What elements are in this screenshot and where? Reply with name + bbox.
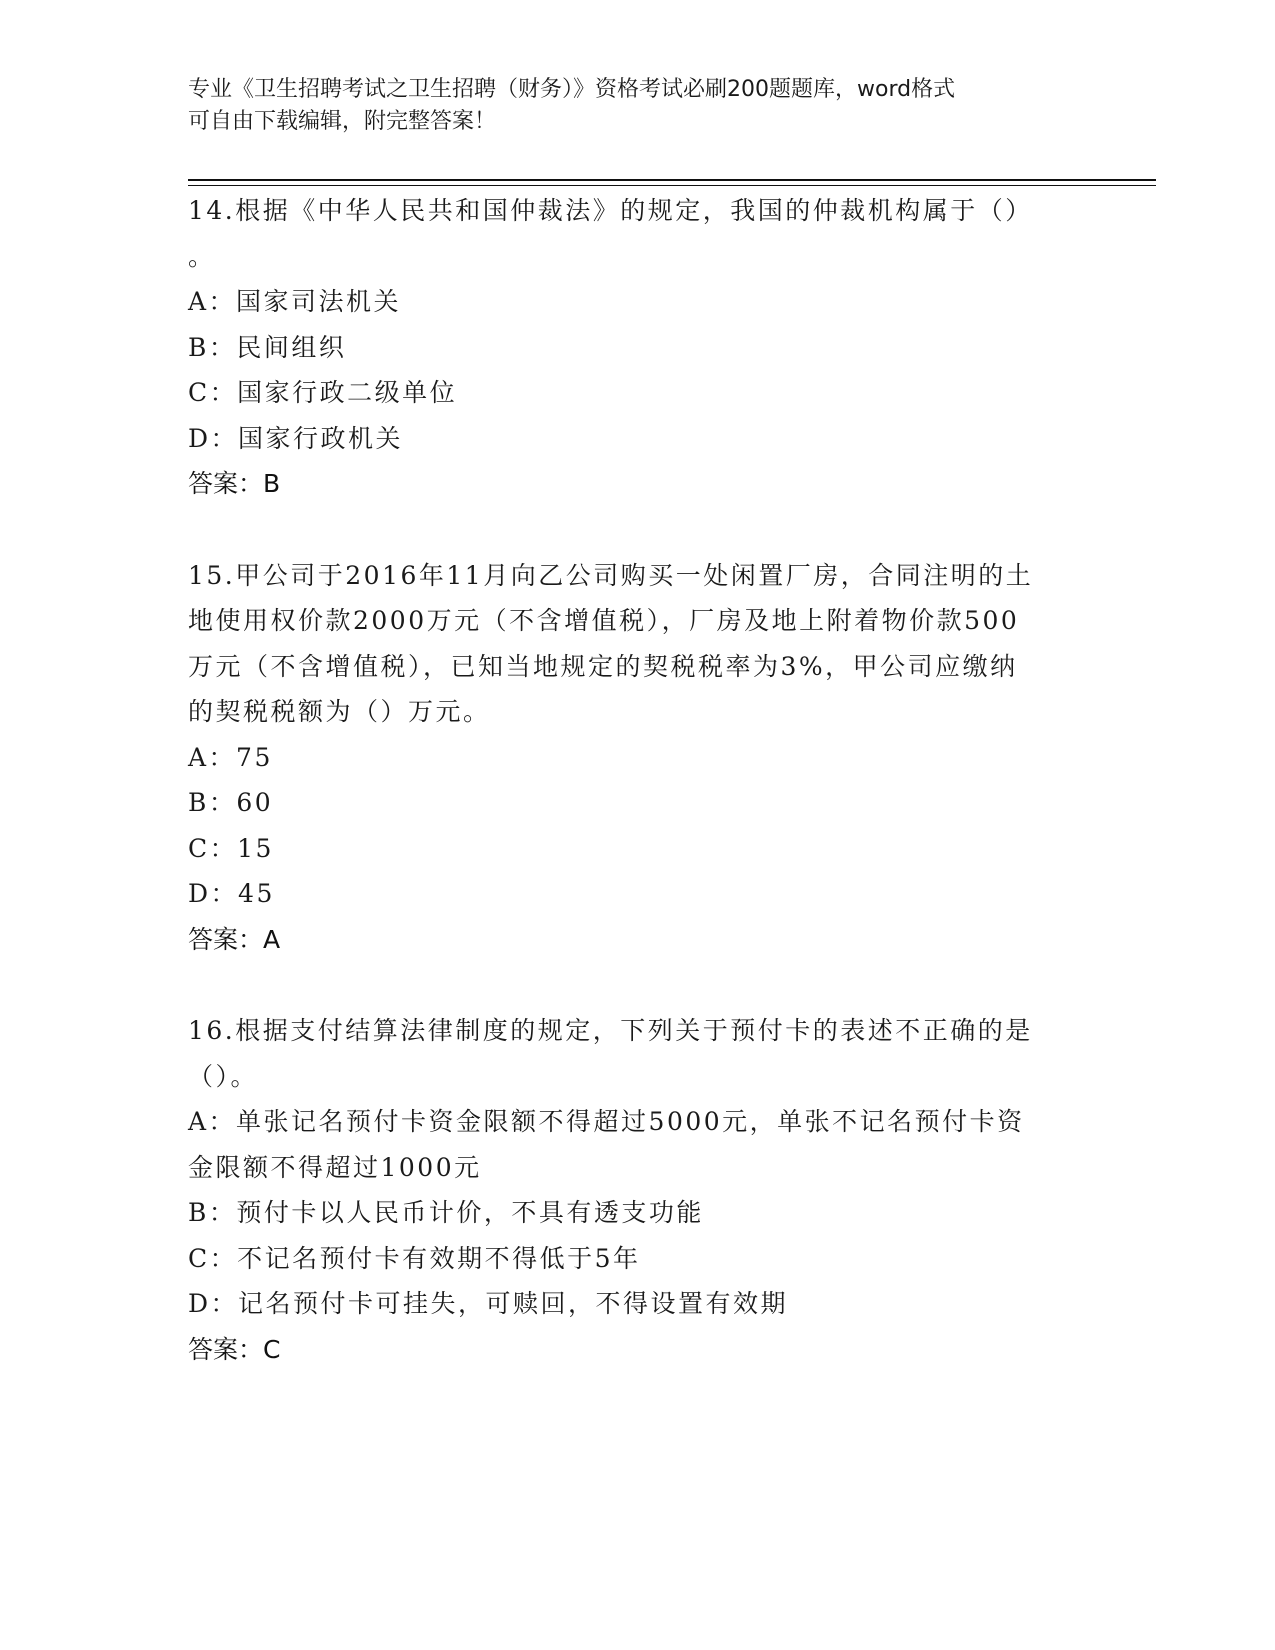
question-stem-line: 地使用权价款2000万元（不含增值税），厂房及地上附着物价款500 (188, 606, 1020, 635)
option-c: C：国家行政二级单位 (188, 378, 458, 407)
option-a: A：国家司法机关 (188, 287, 402, 316)
question-stem-line: 。 (188, 241, 216, 271)
question-spacer (188, 507, 1088, 553)
question-stem-line: 15.甲公司于2016年11月向乙公司购买一处闲置厂房，合同注明的土 (188, 560, 1034, 590)
question-spacer (188, 962, 1088, 1008)
option-c: C：15 (188, 833, 274, 863)
question-stem-line: 的契税税额为（）万元。 (188, 697, 491, 726)
question-16 (188, 1008, 1088, 1372)
option-a-continued: 金限额不得超过1000元 (188, 1152, 482, 1182)
option-d: D：记名预付卡可挂失，可赎回，不得设置有效期 (188, 1289, 789, 1318)
header-title-line-2: 可自由下载编辑，附完整答案！ (188, 109, 497, 134)
answer-line: 答案：B (188, 469, 281, 498)
option-c: C：不记名预付卡有效期不得低于5年 (188, 1243, 641, 1273)
question-stem-line: 14.根据《中华人民共和国仲裁法》的规定，我国的仲裁机构属于（） (188, 196, 1033, 225)
header-divider-thick (188, 179, 1156, 181)
option-d: D：45 (188, 879, 275, 908)
document-header (188, 74, 1088, 138)
option-a: A：75 (188, 742, 273, 772)
question-stem-line: 16.根据支付结算法律制度的规定，下列关于预付卡的表述不正确的是 (188, 1016, 1033, 1045)
header-title-line-1: 专业《卫生招聘考试之卫生招聘（财务）》资格考试必刷200题题库，word格式 (188, 77, 956, 102)
question-stem-line: （）。 (188, 1061, 259, 1091)
header-divider-thin (188, 185, 1156, 186)
question-list (188, 188, 1088, 1372)
question-14 (188, 188, 1088, 507)
option-b: B：60 (188, 788, 274, 817)
option-b: B：预付卡以人民币计价，不具有透支功能 (188, 1198, 704, 1227)
answer-line: 答案：C (188, 1334, 281, 1364)
option-b: B：民间组织 (188, 332, 347, 362)
option-d: D：国家行政机关 (188, 423, 404, 453)
question-stem-line: 万元（不含增值税），已知当地规定的契税税率为3%，甲公司应缴纳 (188, 651, 1018, 681)
option-a: A：单张记名预付卡资金限额不得超过5000元，单张不记名预付卡资 (188, 1107, 1025, 1136)
answer-line: 答案：A (188, 924, 281, 954)
question-15 (188, 553, 1088, 963)
